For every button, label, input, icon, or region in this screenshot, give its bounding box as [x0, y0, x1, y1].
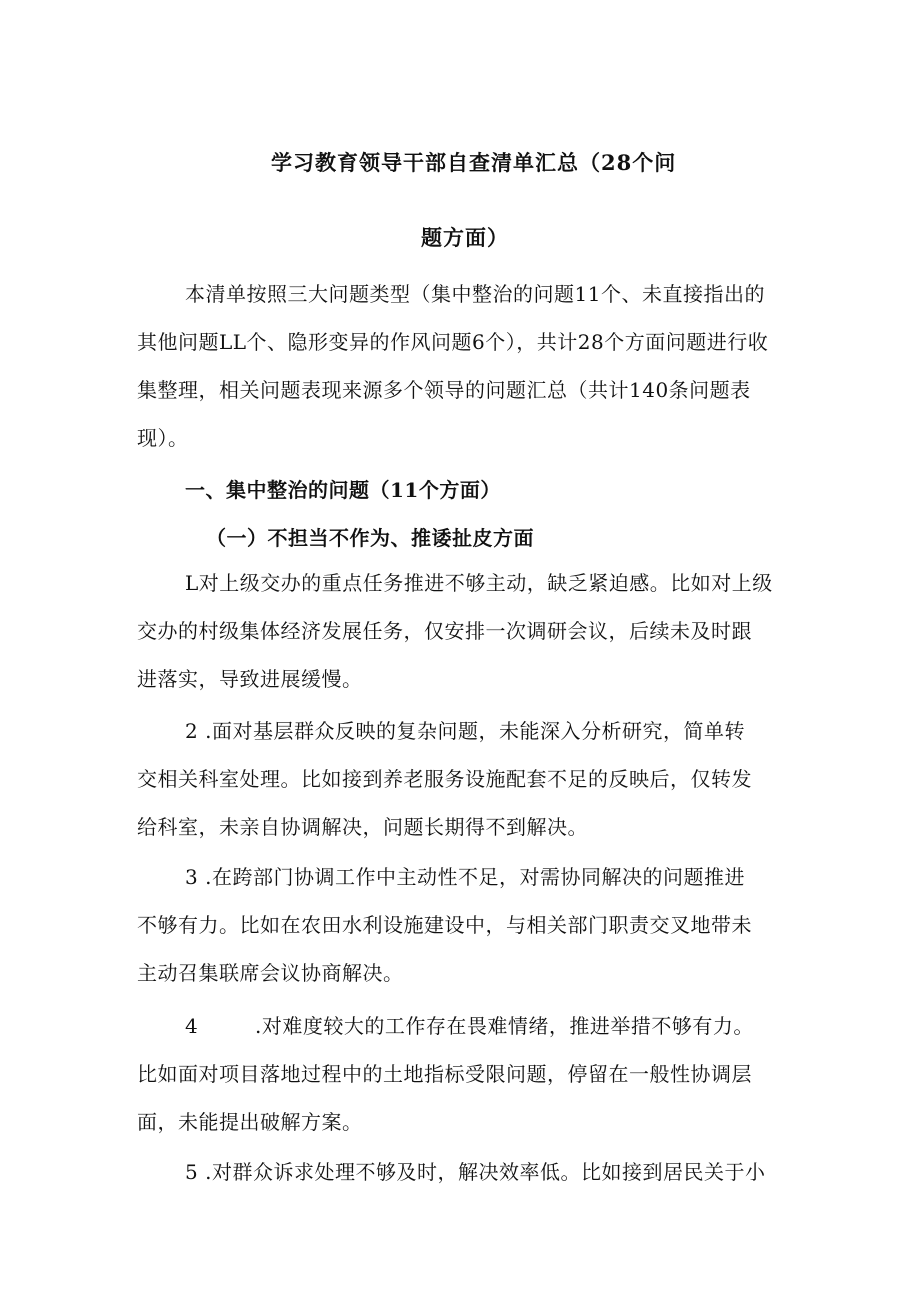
item-line: 交办的村级集体经济发展任务，仅安排一次调研会议，后续未及时跟 — [137, 619, 752, 643]
list-item — [137, 559, 787, 703]
intro-line: 其他问题LL个、隐形变异的作风问题6个），共计28个方面问题进行收 — [137, 330, 769, 354]
item-line: 5 .对群众诉求处理不够及时，解决效率低。比如接到居民关于小 — [185, 1160, 766, 1184]
item-number: 4 — [185, 1014, 199, 1038]
list-item — [137, 853, 787, 997]
item-line: 交相关科室处理。比如接到养老服务设施配套不足的反映后，仅转发 — [137, 767, 752, 791]
item-line: 不够有力。比如在农田水利设施建设中，与相关部门职责交叉地带未 — [137, 913, 752, 937]
intro-line: 本清单按照三大问题类型（集中整治的问题11个、未直接指出的 — [185, 282, 765, 306]
list-item — [137, 1002, 787, 1146]
intro-line: 现）。 — [137, 426, 189, 450]
list-item — [137, 1148, 787, 1196]
item-line: 进落实，导致进展缓慢。 — [137, 667, 363, 691]
item-line-text: .对难度较大的工作存在畏难情绪，推进举措不够有力。 — [255, 1014, 754, 1038]
item-line: 面，未能提出破解方案。 — [137, 1110, 363, 1134]
item-line: 3 .在跨部门协调工作中主动性不足，对需协同解决的问题推进 — [185, 865, 745, 889]
document-title-line-2: 题方面） — [421, 225, 509, 250]
list-item — [137, 707, 787, 851]
intro-paragraph — [137, 270, 787, 462]
document-title-line-1: 学习教育领导干部自查清单汇总（28个问 — [271, 150, 677, 175]
item-line: 2 .面对基层群众反映的复杂问题，未能深入分析研究，简单转 — [185, 719, 745, 743]
item-line: L对上级交办的重点任务推进不够主动，缺乏紧迫感。比如对上级 — [185, 571, 773, 595]
item-line — [137, 1002, 787, 1050]
item-line: 主动召集联席会议协商解决。 — [137, 961, 404, 985]
section-heading: 一、集中整治的问题（11个方面） — [185, 478, 501, 502]
item-line: 给科室，未亲自协调解决，问题长期得不到解决。 — [137, 815, 588, 839]
subsection-heading: （一）不担当不作为、推诿扯皮方面 — [206, 526, 534, 550]
intro-line: 集整理，相关问题表现来源多个领导的问题汇总（共计140条问题表 — [137, 378, 751, 402]
item-line: 比如面对项目落地过程中的土地指标受限问题，停留在一般性协调层 — [137, 1062, 752, 1086]
